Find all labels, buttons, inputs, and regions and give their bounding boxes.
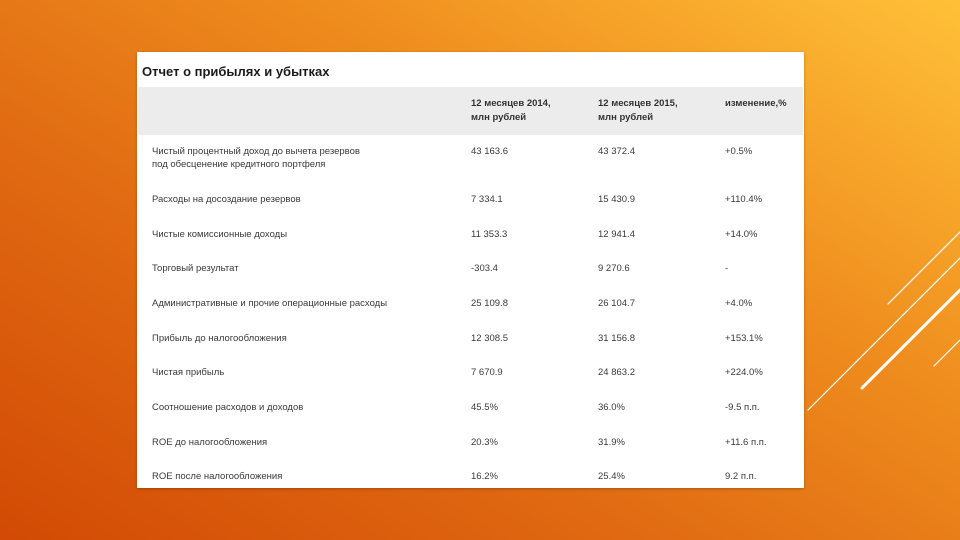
column-header-change-line: изменение,% bbox=[725, 98, 787, 109]
value-2014: 12 308.5 bbox=[471, 333, 508, 344]
value-change: +14.0% bbox=[725, 229, 758, 240]
row-label: Административные и прочие операционные расходы bbox=[152, 298, 388, 309]
row-label: Торговый результат bbox=[152, 263, 239, 274]
table-row bbox=[137, 366, 804, 394]
value-2015: 15 430.9 bbox=[598, 194, 635, 205]
value-2014: 7 670.9 bbox=[471, 367, 503, 378]
value-2014: 11 353.3 bbox=[471, 229, 508, 240]
value-2014: 25 109.8 bbox=[471, 298, 508, 309]
table-row bbox=[137, 193, 804, 221]
table-row bbox=[137, 228, 804, 256]
row-label: Соотношение расходов и доходов bbox=[152, 402, 304, 413]
value-change: +11.6 п.п. bbox=[725, 437, 767, 448]
value-2014: 16.2% bbox=[471, 471, 498, 482]
table-card bbox=[137, 52, 804, 488]
row-label: Чистая прибыль bbox=[152, 367, 225, 378]
value-2015: 43 372.4 bbox=[598, 146, 635, 157]
value-2015: 31.9% bbox=[598, 437, 625, 448]
value-change: +0.5% bbox=[725, 146, 753, 157]
column-header-change bbox=[725, 97, 787, 111]
row-label: ROE после налогообложения bbox=[152, 471, 283, 482]
column-header-2015-line: 12 месяцев 2015, bbox=[598, 98, 678, 109]
value-2014: 20.3% bbox=[471, 437, 498, 448]
value-change: +110.4% bbox=[725, 194, 763, 205]
row-label-line: под обесценение кредитного портфеля bbox=[152, 159, 326, 170]
row-label: Прибыль до налогообложения bbox=[152, 333, 287, 344]
deco-line bbox=[862, 290, 960, 388]
column-header-2015-line: млн рублей bbox=[598, 112, 654, 123]
row-label bbox=[152, 145, 360, 171]
value-2014: 45.5% bbox=[471, 402, 498, 413]
table-row bbox=[137, 262, 804, 290]
value-change: +4.0% bbox=[725, 298, 753, 309]
row-label: Расходы на досоздание резервов bbox=[152, 194, 301, 205]
value-change: 9.2 п.п. bbox=[725, 471, 757, 482]
row-label: ROE до налогообложения bbox=[152, 437, 268, 448]
value-change: - bbox=[725, 263, 729, 274]
value-change: -9.5 п.п. bbox=[725, 402, 760, 413]
table-row bbox=[137, 470, 804, 498]
column-header-2014-line: млн рублей bbox=[471, 112, 527, 123]
column-header-2014-line: 12 месяцев 2014, bbox=[471, 98, 551, 109]
table-row bbox=[137, 436, 804, 464]
value-2015: 24 863.2 bbox=[598, 367, 635, 378]
column-header-2014 bbox=[471, 97, 551, 125]
table-row bbox=[137, 297, 804, 325]
value-2014: -303.4 bbox=[471, 263, 498, 274]
value-change: +224.0% bbox=[725, 367, 763, 378]
value-2015: 9 270.6 bbox=[598, 263, 630, 274]
value-2015: 31 156.8 bbox=[598, 333, 635, 344]
value-2015: 26 104.7 bbox=[598, 298, 635, 309]
deco-line bbox=[808, 258, 960, 410]
value-2015: 25.4% bbox=[598, 471, 625, 482]
table-title: Отчет о прибылях и убытках bbox=[142, 64, 330, 79]
value-2014: 7 334.1 bbox=[471, 194, 503, 205]
deco-line bbox=[934, 340, 960, 366]
value-change: +153.1% bbox=[725, 333, 763, 344]
column-header-2015 bbox=[598, 97, 678, 125]
row-label-line: Чистый процентный доход до вычета резервов bbox=[152, 146, 360, 157]
table-row bbox=[137, 401, 804, 429]
table-row bbox=[137, 332, 804, 360]
row-label: Чистые комиссионные доходы bbox=[152, 229, 288, 240]
value-2015: 36.0% bbox=[598, 402, 625, 413]
value-2015: 12 941.4 bbox=[598, 229, 635, 240]
table-row bbox=[137, 145, 804, 173]
table-header bbox=[138, 87, 803, 135]
value-2014: 43 163.6 bbox=[471, 146, 508, 157]
